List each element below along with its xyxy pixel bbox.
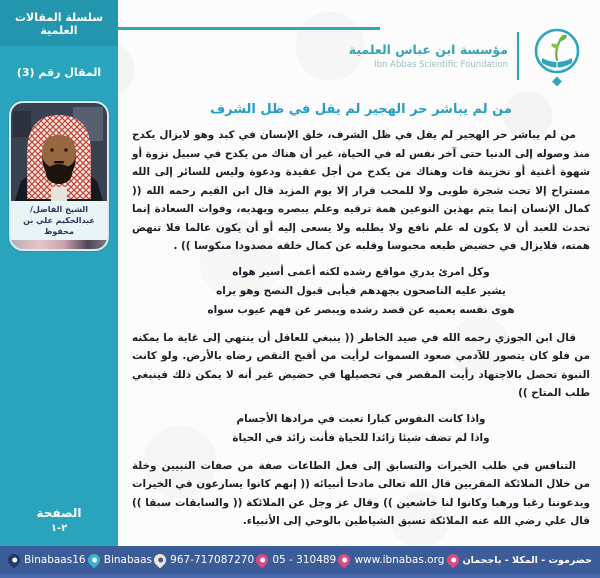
poem-line: وكل امرئ يدري مواقع رشده لكنه أعمى أسير هواه <box>232 265 490 278</box>
address-text: حضرموت - المكلا - باجحمان <box>462 554 592 566</box>
quote-line: واذا كانت النفوس كبارا تعبت في مرادها الأجسام <box>236 412 486 425</box>
sheikh-photo-frame <box>9 101 109 251</box>
sheikh-caption <box>11 201 107 240</box>
social-handle: Binabaas <box>103 554 152 566</box>
article-content <box>118 0 600 546</box>
article-paragraph-3: التنافس في طلب الخيرات والتسابق إلى فعل الطاعات صفة من صفات النبيين وخلة من خلال الملائكة المقربين قال الله تعالى مادحا أنبيائه (( إنهم كانوا يسارعون في الخيرات ويدعوننا رغبا ورهبا وكانوا لنا خاشعين )) وقال عز وجل عن الملائكة (( والسابقات سبقا )) قال علي رضي الله عنه الملائكة تسبق الشياطين بالوحي إلى الأنبياء. <box>132 459 590 527</box>
sheikh-portrait-image <box>11 103 107 201</box>
footer-item-binabaas[interactable] <box>88 554 152 566</box>
org-names <box>349 42 508 70</box>
contact-footer-bar <box>0 546 600 578</box>
quote-line: واذا لم تضف شيئا زائدا للحياة فأنت زائد في الحياة <box>232 431 490 444</box>
footer-item-phone-2[interactable] <box>256 554 336 566</box>
page-label: الصفحة <box>36 506 82 520</box>
phone-number: 967-717087270 <box>170 554 255 566</box>
page-number: ٢-١ <box>50 523 68 534</box>
article-paragraph-1: من لم يباشر حر الهجير لم يقل في ظل الشرف، خلق الإنسان في كبد وهو لايزال يكدح منذ وصوله إلى الدنيا حتى آخر نفس له في الحياة، غير أن هناك من يكدح في سبيل نزوة أو شهوة أغنية أو تخزينة قات وهناك من يكدح من أجل عقيدة ودعوة وليس للسائر إلى الله مستراح إلا تحت شجرة طوبى ولا للمحب قرار إلا يوم المزيد قال ابن القيم رحمه الله (( كمال الإنسان إنما يتم بهذين النوعين همة ترقيه وعلم يبصره ويهديه، وفوات السعادة إنما تحدث للعبد أن لا يكون له علم نافع ولا يطلبه ولا يسعى إليه أو أن يكون عالما فلا تنهض همته، فلايزال في حضيض طبعه محبوسا وقلبه عن كمال خلقه مصدودا منكوسا )) . <box>132 129 590 252</box>
photo-bottom-strip <box>11 240 107 249</box>
globe-pin-icon <box>336 552 353 569</box>
org-header <box>349 24 586 88</box>
org-vertical-divider <box>517 32 519 80</box>
org-name-english: Ibn Abbas Scientific Foundation <box>374 60 508 70</box>
poem-block <box>132 263 590 320</box>
poem-line: يشير عليه الناصحون بجهدهم فيأبى قبول النصح وهو يراه <box>216 284 506 297</box>
footer-item-phone-1[interactable] <box>154 554 254 566</box>
location-pin-icon <box>6 552 23 569</box>
sidebar <box>0 0 118 546</box>
article-title: من لم يباشر حر الهجير لم يقل في ظل الشرف <box>210 102 512 117</box>
poem-line: هوى نفسه يعميه عن قصد رشده ويبصر عن فهم عيوب سواه <box>207 303 515 316</box>
page-indicator <box>0 506 118 534</box>
sheikh-caption-line2: عبدالحكيم علي بن محفوظ <box>23 216 95 236</box>
quote-block <box>132 410 590 448</box>
footer-item-binabaas16[interactable] <box>8 554 86 566</box>
twitter-pin-icon <box>85 552 102 569</box>
org-name-arabic: مؤسسة ابن عباس العلمية <box>348 42 508 57</box>
phone-pin-icon <box>152 552 169 569</box>
phone-number: 05 - 310489 <box>272 554 337 566</box>
sheikh-caption-line1: الشيخ الفاضل/ <box>29 205 88 214</box>
article-paragraph-2: قال ابن الجوزي رحمه الله في صيد الخاطر (( ينبغي للعاقل أن ينتهي إلى غاية ما يمكنه من فلو كان يتصور للآدمي صعود السموات لرأيت من أقبح النقص رضاه بالأرض. ولو كانت النبوة تحصل بالاجتهاد رأيت المقصر في تحصيلها في حضيض غير أنه لا يمكن ذلك فينبغي طلب المتاح )) <box>132 331 590 399</box>
series-title: سلسلة المقالات العلمية <box>0 0 118 46</box>
website-url: www.ibnabas.org <box>354 554 445 566</box>
footer-item-address <box>447 554 592 566</box>
social-handle: Binabaas16 <box>24 554 86 566</box>
foundation-logo-icon <box>528 24 586 88</box>
phone-pin-icon <box>254 552 271 569</box>
location-pin-icon <box>444 552 461 569</box>
article-number: المقال رقم (3) <box>16 66 102 79</box>
header-divider-line <box>118 27 380 30</box>
footer-item-website[interactable] <box>338 554 444 566</box>
